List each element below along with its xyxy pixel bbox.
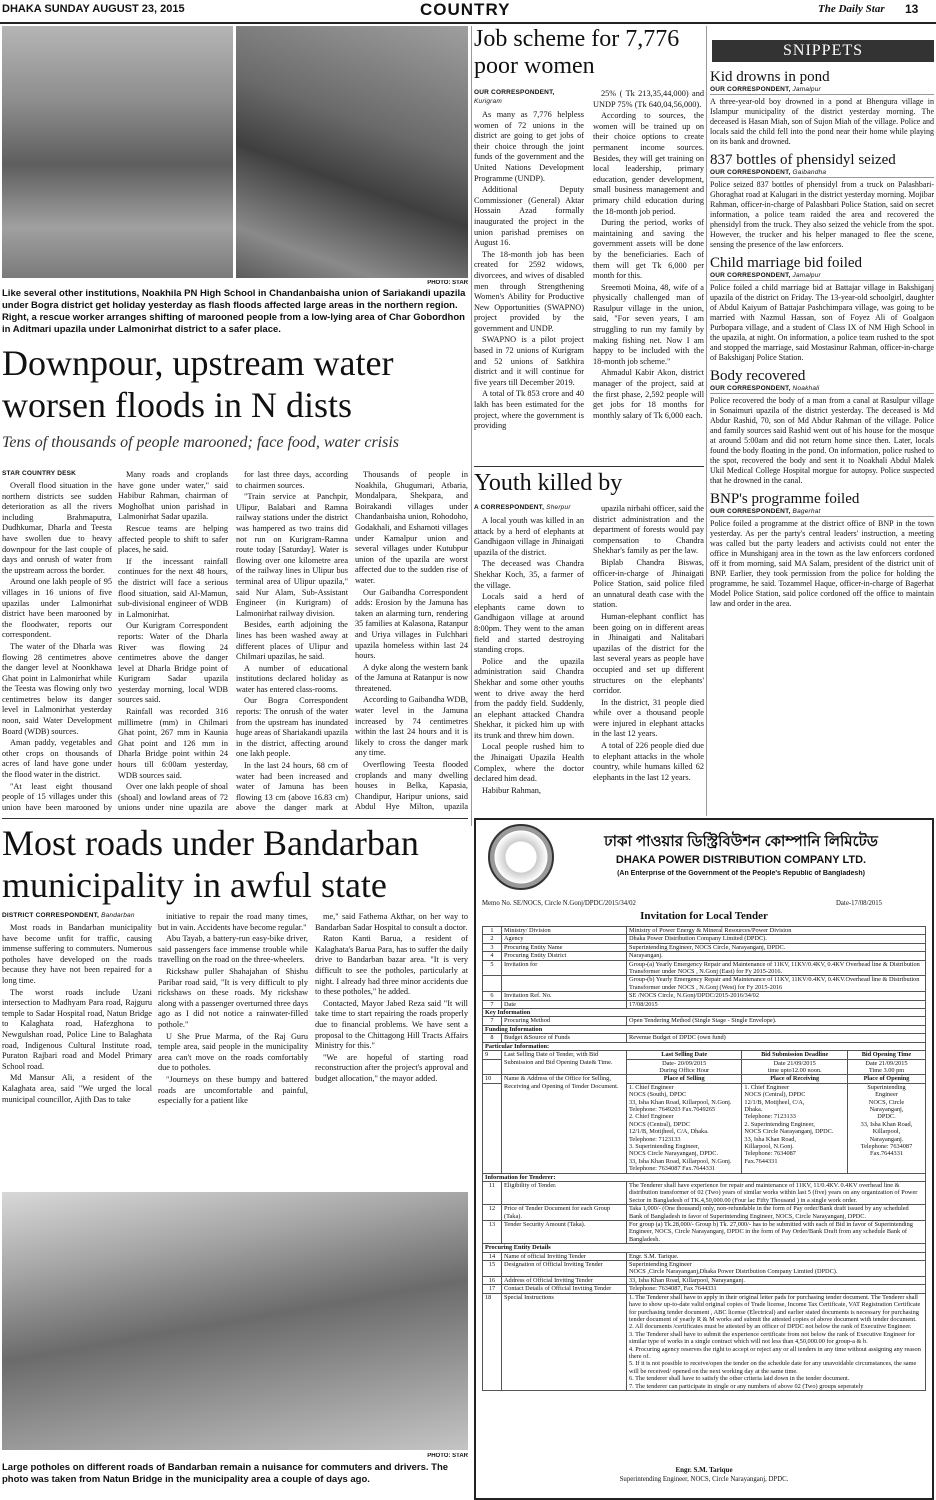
table-row: [483, 1221, 926, 1244]
table-section: [483, 1173, 926, 1181]
paragraph: Overall flood situation in the northern districts see sudden deterioration as all the rivers including Brahmaputra, Dudhkumar, Dharla and Teesta have swollen due to heavy downpour for the last couple of days and onrush of water from the upstream across the border.: [2, 481, 112, 575]
cell: Date- 20/09/2015 During Office Hour: [627, 1059, 742, 1075]
table-row: [483, 960, 926, 976]
row-label: Date: [502, 1000, 627, 1008]
row-number: 10: [483, 1075, 502, 1083]
paragraph: 25% ( Tk 213,35,44,000) and UNDP 75% (Tk 640,04,56,000).: [593, 89, 704, 109]
paragraph: Most roads in Bandarban municipality have become unfit for traffic, causing immense suffering to commuters. Numerous potholes have developed on the roads because they have not been repaired for a long time.: [2, 923, 152, 985]
paragraph: Rainfall was recorded 316 millimetre (mm) in Chilmari Ghat point, 267 mm in Kaunia Ghat point and 126 mm in Dharla Bridge point within 24 hours till 6:00am yesterday, WDB sources said.: [118, 707, 228, 780]
elephant-byline-place: Sherpur: [546, 504, 571, 511]
elephant-col-2: [593, 504, 704, 810]
row-number: [483, 1059, 502, 1075]
paragraph: "Journeys on these bumpy and battered roads are uncomfortable and painful, especially for a patient like: [158, 1074, 308, 1106]
paragraph: During the period, works of maintaining and saving the government assets will be done by the beneficiaries. Each of them will get Tk 6,000 per month for this.: [593, 218, 704, 281]
snippets-list: [710, 68, 934, 813]
flood-photo-caption: Like several other institutions, Noakhila PN High School in Chandanbaisha union of Sariakandi upazila under Bogra district get holiday yesterday as flash floods affected large areas in the northern region. Right, a rescue worker arranges shifting of marooned people from a low-lying area of Char Gobordhon in Aditmari upazila under Lalmonirhat district to a safer place.: [2, 288, 466, 335]
job-col-2: [593, 89, 704, 462]
row-value: Superintending Engineer, NOCS Circle, Narayanganj, DPDC.: [627, 943, 926, 951]
row-number: 5: [483, 960, 502, 976]
snippet-byline-place: Jamalpur: [792, 86, 821, 93]
row-value: Engr. S.M. Tarique.: [627, 1252, 926, 1260]
row-label: Eligibility of Tender.: [502, 1182, 627, 1205]
paragraph: The worst roads include Uzani intersection to Madhyam Para road, Rajguru temple to Sadar Hospital road, Natun Bridge to Kalaghata road, Hafezghona to Newgulshan road, Police Line to Balaghata road, Indigenous Cultural Institute road, Puraton Rajbari road and Model Primary School road.: [2, 987, 152, 1071]
flood-col-1: [2, 481, 112, 813]
row-number: 9: [483, 1051, 502, 1059]
elephant-byline: [474, 504, 584, 513]
column-header: Place of Selling: [627, 1075, 742, 1083]
road-photo-credit: PHOTO: STAR: [427, 1453, 468, 1459]
snippet-item: [710, 254, 934, 363]
cell: Superintending Engineer NOCS, Circle Narayanganj, DPDC. 33, Isha Khan Road, Killarpool, Narayanganj. Telephone: 7634087 Fax.7644331: [847, 1083, 925, 1173]
cell: 1. Chief Engineer NOCS (South), DPDC 33, Isha Khan Road, Killarpool, N.Gonj. Telephone: 7649203 Fax.7649265 2. Chief Engineer NOCS (Central), DPDC 12/1/B, Motijheel, C/A, Dhaka. Telephone: 7123133 3. Superintending Engineer, NOCS Circle Narayanganj, DPDC. 33, Isha Khan Road, Killarpool, N.Gonj. Telephone: 7634087 Fax.7644331: [627, 1083, 742, 1173]
signer-title: Superintending Engineer, NOCS, Circle Narayanganj, DPDC.: [619, 1476, 789, 1483]
row-label: Procuring Method: [502, 1017, 627, 1025]
instruction-item: 4. Procuring agency reserves the right to accept or reject any or all tenders in any time without assigning any reason there of.: [629, 1345, 921, 1360]
paragraph: Around one lakh people of 95 villages in 16 unions of five upazilas under Lalmonirhat district have been marooned by the floodwater, reports our correspondent.: [2, 577, 112, 640]
row-value: Group-(a) Yearly Emergency Repair and Maintenance of 11KV, 11KV/0.4KV, 0.4KV Overhead line & Distribution Transformer under NOCS , N.Gonj (East) for Fy 2015-2016.: [627, 960, 926, 976]
table-row: [483, 1075, 926, 1083]
paragraph: As many as 7,776 helpless women of 72 unions in the district are going to get jobs of their choice through the joint funds of the government and the United Nations Development Programme (UNDP).: [474, 110, 584, 183]
job-byline-place-text: Kurigram: [474, 98, 502, 105]
flood-photo-right: [236, 26, 468, 278]
snippet-item: [710, 490, 934, 609]
dpdc-logo: [488, 824, 554, 890]
road-photo-caption: Large potholes on different roads of Bandarban remain a nuisance for commuters and drivers. The photo was taken from Natun Bridge in the municipality area a couple of days ago.: [2, 1462, 449, 1485]
section-label: Particular Information:: [483, 1042, 926, 1050]
paragraph: upazila nirbahi officer, said the district administration and the department of forests would pay compensation to Chandra Shekhar's family as per the law.: [593, 504, 704, 556]
flood-col-2: [118, 470, 228, 813]
table-row: [483, 1182, 926, 1205]
roads-headline: Most roads under Bandarban municipality in awful state: [2, 823, 419, 905]
row-value: Narayanganj.: [627, 952, 926, 960]
row-label: Name & Address of the Office for Selling, Receiving and Opening of Tender Document.: [502, 1075, 627, 1173]
row-value: 33, Isha Khan Road, Killarpool, Narayanganj.: [627, 1276, 926, 1284]
row-value: 17/08/2015: [627, 1000, 926, 1008]
table-row: [483, 1205, 926, 1221]
paragraph: In the last 24 hours, 68 cm of water had been increased and water of Jamuna has been flowing 13 cm (above 16.83 cm) above the danger mark at: [236, 761, 348, 813]
roads-byline-place: Bandarban: [101, 912, 135, 919]
section-label: Key Information: [483, 1009, 926, 1017]
paragraph: Md Mansur Ali, a resident of the Kalaghata area, said "We urged the local municipal councillor, Ajith Das to take: [2, 1073, 152, 1104]
table-section: [483, 1009, 926, 1017]
page-number: 13: [905, 2, 919, 16]
paragraph: Contacted, Mayor Jabed Reza said "It will take time to start repairing the roads properly due to financial problems. We have sent a proposal to the Chittagong Hill Tracts Affairs Ministry for this.": [315, 998, 468, 1051]
table-row: [483, 952, 926, 960]
paragraph: Local people rushed him to the Jhinaigati Upazila Health Complex, where the doctor declared him dead.: [474, 742, 584, 784]
paragraph: me," said Fathema Akthar, on her way to Bandarban Sadar Hospital to consult a doctor.: [315, 912, 468, 932]
snippet-byline-label: OUR CORRESPONDENT,: [710, 508, 791, 515]
section-title: COUNTRY: [420, 0, 511, 19]
memo-date: Date-17/08/2015: [836, 900, 883, 907]
tender-advertisement: [474, 818, 934, 1500]
instruction-item: 2. All documents /certificates must be attested by an officer of DPDC not below the rank of Executive Engineer.: [629, 1323, 912, 1331]
column-header: Last Selling Date: [627, 1051, 742, 1059]
paragraph: The water of the Dharla was flowing 28 centimetres above the danger level at Noonkhawa Ghat point in Lalmonirhat while the Teesta was flowing only two centimetres below its danger level in Lalmonirhat yesterday noon, said Water Development Board (WDB) sources.: [2, 641, 112, 736]
snippet-text: Police recovered the body of a man from a canal at Rasulpur village in Sonaimuri upazila of the district yesterday. The deceased is Md Abdur Rashid, 70, son of Md Abdur Rahman of the village. Police and family sources said Rashid went out of his house for the mosque at around 5:00am and did not return home since then. Later, locals found the body floating in the pond. On information, police rushed to the spot, recovered the body and sent it to Noakhali Abdul Malek Ukil Medical College Hospital morgue for autopsy. Police suspected that he drowned in the canal.: [710, 396, 934, 485]
elephant-headline: Youth killed by: [474, 470, 623, 496]
paragraph: A total of 226 people died due to elephant attacks in the whole country, while humans killed 62 elephants in the last 12 years.: [593, 741, 704, 782]
paragraph: Locals said a herd of elephants came down to Gandhigaon village at around 8:00pm. They went to the aman field and started destroying standing crops.: [474, 592, 584, 655]
memo-number: Memo No. SE/NOCS, Circle N.Gonj/DPDC/2015/34/02: [482, 900, 636, 907]
row-number: 1: [483, 927, 502, 935]
row-label: Ministry/ Division: [502, 927, 627, 935]
paragraph: U She Prue Marma, of the Raj Guru temple area, said people in the municipality area can't move on the roads comfortably due to potholes.: [158, 1031, 308, 1073]
snippet-byline-place: Jamalpur: [792, 272, 821, 279]
table-row: [483, 927, 926, 935]
job-col-1: [474, 110, 584, 462]
elephant-col-1: [474, 516, 584, 810]
row-value: Revenue Budget of DPDC (own fund): [627, 1034, 926, 1042]
row-label: [502, 976, 627, 992]
row-number: [483, 976, 502, 992]
row-label: Designation of Official Inviting Tender: [502, 1261, 627, 1277]
snippet-text: A three-year-old boy drowned in a pond at Bhengura village in Islampur municipality of the district yesterday morning. The deceased is Hasan Miah, son of Sujon Miah of the village. Police and locals said the child fell into the pond near their home while playing on its bank and drowned.: [710, 97, 934, 146]
paragraph: A dyke along the western bank of the Jamuna at Ratanpur is now threatened.: [355, 662, 468, 693]
snippet-byline-label: OUR CORRESPONDENT,: [710, 272, 791, 279]
snippet-byline-place: Gaibandha: [792, 169, 827, 176]
flood-byline: STAR COUNTRY DESK: [2, 470, 77, 477]
roads-col-3: [315, 912, 468, 1185]
paragraph: Our Kurigram Correspondent reports: Water of the Dharla River was flowing 24 centimetres above the danger level at Dharla Bridge point of Kurigram Sadar upazila yesterday morning, local WDB sources said.: [118, 621, 228, 705]
row-number: 11: [483, 1182, 502, 1205]
row-number: 17: [483, 1285, 502, 1293]
column-header: Bid Submission Deadline: [742, 1051, 848, 1059]
table-row: [483, 935, 926, 943]
paragraph: Ahmadul Kabir Akon, district manager of the project, said at the first phase, 2,592 people will get jobs for 18 months for monthly salary of Tk 6,000 each.: [593, 368, 704, 420]
tender-grid: [482, 926, 926, 1391]
snippet-byline-place: Bagerhat: [792, 508, 821, 515]
paragraph: "We are hopeful of starting road reconstruction after the project's approval and budget allocation," the mayor added.: [315, 1052, 468, 1083]
table-row: [483, 1285, 926, 1293]
paragraph: Additional Deputy Commissioner (General) Aktar Hossain Azad formally inaugurated the project in the union parishad premises on August 16.: [474, 185, 584, 248]
elephant-byline-label: A CORRESPONDENT,: [474, 504, 545, 511]
column-header: Place of Opening: [847, 1075, 925, 1083]
paragraph: SWAPNO is a pilot project based in 72 unions of Kurigram and 52 unions of Satkhira district and it will continue for five years till December 2019.: [474, 335, 584, 387]
row-number: 13: [483, 1221, 502, 1244]
table-row: [483, 1000, 926, 1008]
flood-col-3: [236, 470, 348, 813]
row-number: 3: [483, 943, 502, 951]
row-value: For group (a) Tk.28,000/- Group b) Tk. 27,000/- has to be submitted with each of Bid in favor of Superintending Engineer, NOCS, Circle Narayanganj, DPDC in the form of Pay Order/Bank Draft from any schedule Bank of Bangladesh.: [627, 1221, 926, 1244]
divider: [474, 466, 704, 467]
roads-col-2: [158, 912, 308, 1185]
snippet-byline-label: OUR CORRESPONDENT,: [710, 169, 791, 176]
company-name: DHAKA POWER DISTRIBUTION COMPANY LTD.: [615, 854, 867, 866]
column-header: Place of Receiving: [742, 1075, 848, 1083]
row-label: Agency: [502, 935, 627, 943]
paragraph: Over one lakh people of shoal (shoal) and lowland areas of 72 unions under nine upazila are: [118, 782, 228, 813]
snippet-byline: [710, 385, 934, 394]
row-number: 7: [483, 1000, 502, 1008]
row-value: Open Tendering Method (Single Stage - Single Envelope).: [627, 1017, 926, 1025]
snippet-headline: Child marriage bid foiled: [710, 255, 863, 271]
snippet-byline-place: Noakhali: [792, 385, 820, 392]
row-number: 8: [483, 1034, 502, 1042]
instruction-item: 3. The Tenderer shall have to submit the experience certificate from not below the rank of Executive Engineer for similar type of works in a single contract which will not less than 4,50,000.00 for group-a & b.: [629, 1330, 915, 1346]
paragraph: The 18-month job has been created for 2592 widows, divorcees, and wives of disabled men through Strengthening Women's Ability for Productive New Opportunities (SWAPNO) project provided by the government and UNDP.: [474, 249, 584, 333]
flood-headline: Downpour, upstream water worsen floods in N dists: [2, 343, 394, 425]
snippet-byline: [710, 508, 934, 517]
column-header: Bid Opening Time: [847, 1051, 925, 1059]
paragraph: In the district, 31 people died while over a thousand people were injured in elephant attacks in the last 12 years.: [593, 697, 704, 739]
flood-kicker: Tens of thousands of people marooned; face food, water crisis: [2, 434, 400, 451]
table-row: [483, 1252, 926, 1260]
table-row: [483, 1034, 926, 1042]
signer-name: Engr. S.M. Tarique: [675, 1466, 733, 1474]
row-label: Budget &Source of Funds: [502, 1034, 627, 1042]
section-label: Information for Tenderer:: [483, 1173, 926, 1181]
row-number: 4: [483, 952, 502, 960]
paragraph: Sreemoti Moina, 48, wife of a physically challenged man of Rasulpur village in the union, said, "For seven years, I am struggling to run my family by making fishing net. Now I am happy to be included with the 18-month job scheme.": [593, 282, 704, 366]
road-photo: [2, 1192, 468, 1450]
paragraph: Thousands of people in Noakhila, Ghugumari, Atbaria, Mondalpara, Shekpara, and Boirakandi villages under Chandanbaisha union, Rohodoho, Godakhali, and Eshamoti villages under Kamalpur union and several villages under Kutubpur union of the upazila are worst affected due to the sudden rise of water.: [355, 470, 468, 585]
snippet-item: [710, 367, 934, 486]
snippet-text: Police foiled a programme at the district office of BNP in the town yesterday. As per the party's central leaders' instruction, a meeting was called but the party leaders and activists could not enter the office in Munshiganj area in the town as the law enforcers cordoned off it from morning, said MA Salam, president of the district unit of BNP. Earlier, they took permission from the police for holding the programme, he said. Tozammel Haque, officer-in-charge of Bagerhat Model Police Station, said police cordoned off the office to maintain law and order in the area.: [710, 519, 934, 608]
row-label: Procuring Entity District: [502, 952, 627, 960]
snippet-item: [710, 151, 934, 250]
instruction-item: 5. If it is not possible to receive/open the tender on the schedule date for any unavoidable circumstances, the same will be received/ opened on the next working day at the same time.: [629, 1360, 917, 1375]
paragraph: A local youth was killed in an attack by a herd of elephants at Gandhigaon village in Jhinaigati upazila of the district.: [474, 516, 584, 557]
cell: Date 21/09/2015 Time 3.00 pm: [847, 1059, 925, 1075]
snippet-text: Police foiled a child marriage bid at Battajar village in Bakshiganj upazila of the district on Friday. The 13-year-old schoolgirl, daughter of Abdul Kaiyum of Battajar Pashchimpara village, was going to be married with Nazmul Hassan, son of Foyez Ali of Goalgaon Purbopara village, and a student of Class IX of NM High School in the upazila, at night. On information, a police team rushed to the spot and stopped the marriage, said Mostasinur Rahman, officer-in-charge of Bakshiganj Police Station.: [710, 283, 934, 362]
flood-col-4: [355, 470, 468, 813]
table-section: [483, 1244, 926, 1252]
paragraph: "At least eight thousand people of 15 villages under this union have been marooned by: [2, 781, 112, 812]
row-number: 15: [483, 1261, 502, 1277]
paragraph: According to Gaibandha WDB, water level in the Jamuna increased by 74 centimetres within the last 24 hours and it is likely to cross the danger mark any time.: [355, 695, 468, 758]
snippet-headline: Body recovered: [710, 368, 806, 384]
paragraph: Habibur Rahman,: [482, 785, 541, 795]
paragraph: Raton Kanti Barua, a resident of Kalaghata's Barua Para, has to suffer the daily drive to Bandarban bazar area. "It is very difficult to see the potholes, particularly at night. I already had three minor accidents due to these potholes," he added.: [315, 934, 468, 997]
row-number: [483, 1083, 502, 1173]
paragraph: A total of Tk 853 crore and 40 lakh has been estimated for the project, where the government is providing: [474, 389, 584, 431]
masthead: The Daily Star: [818, 3, 885, 15]
row-value: Ministry of Power Energy & Mineral Resources/Power Division: [627, 927, 926, 935]
tender-title: Invitation for Local Tender: [640, 910, 768, 922]
row-label: Contact Details of Official Inviting Tender: [502, 1285, 627, 1293]
row-number: 12: [483, 1205, 502, 1221]
snippet-headline: 837 bottles of phensidyl seized: [710, 152, 896, 168]
roads-byline-label: DISTRICT CORRESPONDENT,: [2, 912, 100, 919]
tender-table: [482, 926, 926, 1466]
table-row: [483, 1276, 926, 1284]
row-label: Invitation for: [502, 960, 627, 976]
job-headline: Job scheme for 7,776 poor women: [474, 26, 680, 79]
paragraph: Besides, earth adjoining the lines has been washed away at different places of Ulipur and Chilmari upazilas, he said.: [236, 620, 348, 662]
paragraph: Human-elephant conflict has been going on in different areas in Jhinaigati and Nalitabari upazilas of the district for the last several years as people have occupied and set up different structures on the elephants' corridor.: [593, 611, 704, 696]
paragraph: Rescue teams are helping affected people to shift to safer places, he said.: [118, 523, 228, 555]
row-label: Tender Security Amount (Taka).: [502, 1221, 627, 1244]
roads-col-1: [2, 923, 152, 1185]
row-value: Telephone: 7634087, Fax 7644331: [627, 1285, 926, 1293]
job-byline-place: [474, 98, 584, 107]
paragraph: Rickshaw puller Shahajahan of Shishu Paribar road said, "It is very difficult to ply rickshaws on these roads. My rickshaw along with a passenger overturned three days ago as I did not notice a rainwater-filled pothole.": [158, 966, 308, 1029]
row-value: Dhaka Power Distribution Company Limited (DPDC).: [627, 935, 926, 943]
snippet-byline-label: OUR CORRESPONDENT,: [710, 86, 791, 93]
roads-byline: [2, 912, 152, 921]
paragraph: A number of educational institutions declared holiday as water has entered class-rooms.: [236, 663, 348, 694]
snippet-byline: [710, 272, 934, 281]
instructions: [627, 1293, 926, 1390]
row-number: 16: [483, 1276, 502, 1284]
row-number: 6: [483, 992, 502, 1000]
paragraph: "Train service at Panchpir, Ulipur, Balabari and Ramna railway stations under the district was hampered as two trains did not run on Kurigram-Ramna route today [Saturday]. Water is flowing over one kilometre area of the railway lines in Ulipur bus terminal area of Ulipur upazila," said Nur Alam, Sub-Assistant Engineer (in Kurigram) of Lalmonirhat railway division.: [236, 492, 348, 618]
column-rule: [706, 26, 707, 816]
row-label: Last Selling Date of Tender, with Bid Submission and Bid Opening Date& Time.: [502, 1051, 627, 1075]
row-label: Address of Official Inviting Tender: [502, 1276, 627, 1284]
table-row: [483, 992, 926, 1000]
table-row: [483, 976, 926, 992]
table-section: [483, 1025, 926, 1033]
instruction-item: 1. The Tenderer shall have to apply in their original letter pads for purchasing tender document. The Tenderer shall have to show up-to-date valid original copies of Trade license, Income Tax Certificate, VAT Registration Certificate for purchasing tender document , ABC license (Electrical) and earlier stated documents is necessary for purchasing tender document of yearly R & M works and submit the attested copies of above document with tender document.: [629, 1293, 921, 1323]
page-header: [0, 0, 936, 24]
paragraph: Police and the upazila administration said Chandra Shekhar and some other youths went to drive away the herd from the paddy field. Suddenly, an elephant attacked Chandra Shekhar, it picked him up with its trunk and threw him down.: [474, 656, 584, 740]
paragraph: for last three days, according to chairmen sources.: [236, 470, 348, 490]
flood-photo-left: [2, 26, 233, 278]
paragraph: Aman paddy, vegetables and other crops on thousands of acres of land have gone under the flood water in the district.: [2, 738, 112, 780]
paragraph: The deceased was Chandra Shekhar Koch, 35, a farmer of the village.: [474, 559, 584, 590]
paragraph: initiative to repair the road many times, but in vain. Accidents have become regular.": [158, 912, 308, 932]
paragraph: If the incessant rainfall continues for the next 48 hours, the district will face a serious flood situation, said Al-Mamun, sub-divisional engineer of WDB in Lalmonirhat.: [118, 556, 228, 619]
snippet-byline-label: OUR CORRESPONDENT,: [710, 385, 791, 392]
table-row: [483, 1261, 926, 1277]
row-number: 14: [483, 1252, 502, 1260]
snippet-headline: BNP's programme foiled: [710, 491, 860, 507]
cell: 1. Chief Engineer NOCS (Central), DPDC 12/1/B, Motijheel, C/A, Dhaka. Telephone: 7123133 2. Superintending Engineer, NOCS Circle Narayanganj, DPDC. 33, Isha Khan Road, Killarpool, N.Gonj. Telephone: 7634087 Fax.7644331: [742, 1083, 848, 1173]
paragraph: Biplab Chandra Biswas, officer-in-charge of Jhinaigati Police Station, said police filed an unnatural death case with the station.: [593, 557, 704, 610]
row-label: Procuring Entity Name: [502, 943, 627, 951]
snippet-text: Police seized 837 bottles of phensidyl from a truck on Palashbari-Ghoraghat road at Kalugari in the district yesterday morning. Mojibar Rahman, officer-in-charge of Palashbari Police Station, said on secret information, a police team raided the area and recovered the phensidyl from the truck. They also seized the vehicle from the spot. However, the trucker and his helper managed to flee the scene, sensing the presence of the law enforcers.: [710, 180, 934, 249]
dateline: DHAKA SUNDAY AUGUST 23, 2015: [2, 3, 185, 15]
table-row: [483, 1017, 926, 1025]
paragraph: Many roads and croplands have gone under water," said Habibur Rahman, chairman of Mogholhat union parishad in Lalmonirhat Sadar upazila.: [118, 470, 228, 522]
row-value: SE /NOCS Circle, N.Gonj/DPDC/2015-2016/34/02: [627, 992, 926, 1000]
row-value: Superintending Engineer NOCS ,Circle Narayanganj,Dhaka Power Distribution Company Limited (DPDC).: [627, 1261, 926, 1277]
section-label: Funding Information: [483, 1025, 926, 1033]
company-subtitle: (An Enterprise of the Government of the People's Republic of Bangladesh): [617, 870, 865, 877]
snippet-byline: [710, 169, 934, 178]
row-number: 18: [483, 1293, 502, 1390]
paragraph: Abu Tayab, a battery-run easy-bike driver, said passengers face immense trouble while travelling on the road on the three-wheelers.: [158, 934, 308, 965]
paragraph: According to sources, the women will be trained up on their choice options to create permanent income sources. Besides, they will get training on local leadership, primary education, gender development, small business management and primary child education during the 18-month job period.: [593, 111, 704, 216]
row-number: 7: [483, 1017, 502, 1025]
row-value: The Tenderer shall have experience for repair and maintenance of 11KV, 11/0.4KV. 0.4KV overhead line & distribution transformer of 02 (Two) years of similar works within last 5 (five) years on any organization of Power Sector in Bangladesh of TK.4,50,000.00 (Four lac Fifty Thousand ) in a single work order.: [627, 1182, 926, 1205]
snippet-headline: Kid drowns in pond: [710, 69, 830, 85]
row-label: Special Instructions: [502, 1293, 627, 1390]
row-number: 2: [483, 935, 502, 943]
row-value: Group-(b) Yearly Emergency Repair and Maintenance of 11KV, 11KV/0.4KV, 0.4KV.Overhead line & Distribution Transformer under NOCS , N.Gonj (West) for Fy 2015-2016: [627, 976, 926, 992]
snippet-byline: [710, 86, 934, 95]
job-byline: OUR CORRESPONDENT,: [474, 89, 555, 96]
paragraph: Overflowing Teesta flooded croplands and many dwelling houses in Belka, Kapasia, Chandipur, Haripur unions, said Abdul Hye Milton, upazila: [355, 760, 468, 812]
table-row: [483, 943, 926, 951]
column-rule: [471, 26, 472, 826]
table-row: [483, 1051, 926, 1059]
table-section: [483, 1042, 926, 1050]
snippets-header: SNIPPETS: [712, 40, 934, 62]
table-row: [483, 1293, 926, 1390]
company-name-bangla: ঢাকা পাওয়ার ডিস্ট্রিবিউশন কোম্পানি লিমিটেড: [604, 833, 878, 850]
section-label: Procuring Entity Details: [483, 1244, 926, 1252]
instruction-item: 7. The tenderer can participate in single or any numbers of above 02 (Two) groups seperately: [629, 1382, 864, 1390]
photo-credit: PHOTO: STAR: [427, 280, 468, 286]
paragraph: Our Gaibandha Correspondent adds: Erosion by the Jamuna has taken an alarming turn, rendering 35 families at Kalasona, Ratanpur and Uriya villages in Fulchhari upazila homeless within last 24 hours.: [355, 587, 468, 661]
row-label: Name of official Inviting Tender: [502, 1252, 627, 1260]
cell: Date 21/09/2015 time upto12.00 noon.: [742, 1059, 848, 1075]
row-label: Invitation Ref. No.: [502, 992, 627, 1000]
paragraph: Our Bogra Correspondent reports: The onrush of the water from the upstream has inundated huge areas of Shariakandi upazila in the district, affecting around one lakh people.: [236, 696, 348, 759]
row-label: Price of Tender Document for each Group (Taka).: [502, 1205, 627, 1221]
instruction-item: 6. The tenderer shall have to satisfy the other criteria laid down in the tender document.: [629, 1375, 850, 1383]
snippet-item: [710, 68, 934, 147]
row-value: Taka 1,000/- (One thousand) only, non-refundable in the form of Pay order/Bank draft issued by any scheduled Bank of Bangladesh in favor of Superintending Engineer, NOCS, Circle Narayanganj, DPDC.: [627, 1205, 926, 1221]
divider: [2, 818, 468, 819]
